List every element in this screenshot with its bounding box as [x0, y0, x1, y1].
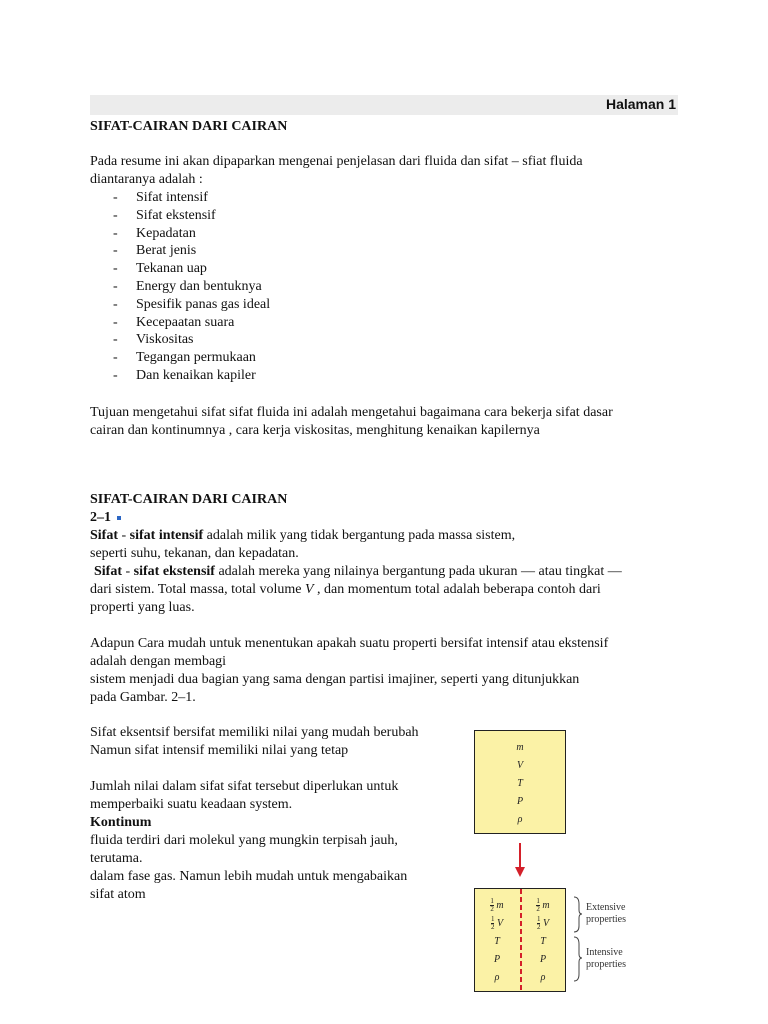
- density-symbol: ρ: [517, 814, 523, 825]
- ekstensif-line-2: dari sistem. Total massa, total volume V , dan momentum total adalah beberapa contoh dari: [90, 582, 601, 597]
- list-item: - Sifat intensif: [113, 190, 208, 205]
- intensif-line-2: seperti suhu, tekanan, dan kepadatan.: [90, 546, 299, 561]
- list-item: - Viskositas: [113, 332, 194, 348]
- note-line-2: Namun sifat intensif memiliki nilai yang tetap: [90, 743, 349, 758]
- method-line-4: pada Gambar. 2–1.: [90, 690, 196, 705]
- note-line-1: Sifat eksentsif bersifat memiliki nilai yang mudah berubah: [90, 725, 419, 740]
- brace-icon: [572, 896, 584, 982]
- temperature-right: T: [540, 936, 546, 947]
- list-item: - Tekanan uap: [113, 261, 207, 277]
- half-volume-left: $\frac{1}{2}$ V: [490, 915, 504, 932]
- list-item: - Kecepaatan suara: [113, 314, 235, 330]
- ekstensif-line-3: properti yang luas.: [90, 600, 195, 615]
- mass-symbol: m: [516, 742, 524, 753]
- intensif-definition: Sifat - sifat intensif adalah milik yang tidak bergantung pada massa sistem,: [90, 528, 516, 543]
- left-half: [475, 897, 519, 987]
- down-arrow-icon: [512, 843, 528, 879]
- list-item: - Spesifik panas gas ideal: [113, 296, 271, 312]
- density-right: ρ: [540, 972, 546, 983]
- method-line-3: sistem menjadi dua bagian yang sama dengan partisi imajiner, seperti yang ditunjukkan: [90, 672, 580, 687]
- method-line-1: Adapun Cara mudah untuk menentukan apakah suatu properti bersifat intensif atau ekstensif: [90, 636, 609, 651]
- purpose-line-1: Tujuan mengetahui sifat sifat fluida ini adalah mengetahui bagaimana cara bekerja sifat dasar: [90, 405, 613, 420]
- pressure-left: P: [493, 954, 501, 965]
- temperature-symbol: T: [517, 778, 523, 789]
- kontinum-title: Kontinum: [90, 815, 152, 830]
- intensive-label: Intensive properties: [586, 947, 626, 970]
- extensive-label: Extensive properties: [586, 902, 626, 925]
- property-list: [90, 189, 270, 385]
- section-number: 2–1: [90, 509, 121, 527]
- list-item: - Dan kenaikan kapiler: [113, 367, 256, 383]
- divided-system-box: [474, 888, 566, 992]
- method-line-2: adalah dengan membagi: [90, 654, 227, 669]
- pressure-symbol: P: [516, 796, 524, 807]
- sum-line-1: Jumlah nilai dalam sifat sifat tersebut diperlukan untuk: [90, 779, 399, 794]
- kontinum-line-1: fluida terdiri dari molekul yang mungkin terpisah jauh,: [90, 833, 398, 848]
- list-item: - Energy dan bentuknya: [113, 278, 262, 294]
- list-item: - Sifat ekstensif: [113, 207, 216, 223]
- kontinum-line-3: dalam fase gas. Namun lebih mudah untuk mengabaikan: [90, 869, 408, 884]
- list-item: - Berat jenis: [113, 243, 197, 259]
- right-half: [521, 897, 565, 987]
- half-mass-right: $\frac{1}{2}$ m: [536, 897, 550, 914]
- page-header-bar: [90, 95, 678, 115]
- pressure-right: P: [539, 954, 547, 965]
- half-mass-left: $\frac{1}{2}$ m: [490, 897, 504, 914]
- sum-line-2: memperbaiki suatu keadaan system.: [90, 797, 293, 812]
- intro-line-2: diantaranya adalah :: [90, 172, 203, 187]
- blue-marker-icon: [117, 516, 121, 520]
- whole-system-box: [474, 730, 566, 834]
- density-left: ρ: [494, 972, 500, 983]
- list-item: - Kepadatan: [113, 225, 196, 241]
- intro-line-1: Pada resume ini akan dipaparkan mengenai penjelasan dari fluida dan sifat – sfiat fluida: [90, 154, 583, 169]
- section2-title: SIFAT-CAIRAN DARI CAIRAN: [90, 492, 288, 507]
- page-number-label: Halaman 1: [605, 96, 676, 112]
- temperature-left: T: [494, 936, 500, 947]
- purpose-line-2: cairan dan kontinumnya , cara kerja viskositas, menghitung kenaikan kapilernya: [90, 423, 540, 438]
- kontinum-line-2: terutama.: [90, 851, 143, 866]
- volume-symbol: V: [516, 760, 524, 771]
- kontinum-line-4: sifat atom: [90, 887, 146, 902]
- half-volume-right: $\frac{1}{2}$ V: [536, 915, 550, 932]
- list-item: - Tegangan permukaan: [113, 350, 256, 366]
- section1-title: SIFAT-CAIRAN DARI CAIRAN: [90, 119, 288, 134]
- ekstensif-definition: Sifat - sifat ekstensif adalah mereka yang nilainya bergantung pada ukuran — atau tingkat —: [94, 564, 622, 579]
